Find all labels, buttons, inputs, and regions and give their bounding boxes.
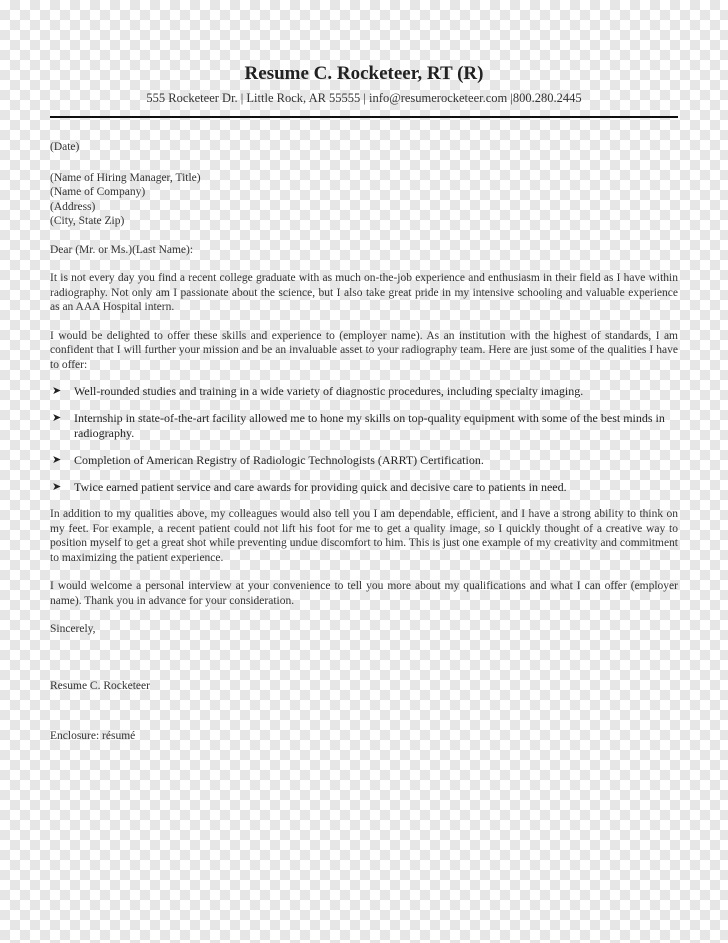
recipient-line: (Name of Hiring Manager, Title) xyxy=(50,171,201,184)
header-divider xyxy=(50,116,678,118)
contact-line: 555 Rocketeer Dr. | Little Rock, AR 55555 | info@resumerocketeer.com |800.280.2445 xyxy=(146,91,582,105)
list-item xyxy=(50,411,678,441)
quality-text: Completion of American Registry of Radiologic Technologists (ARRT) Certification. xyxy=(74,453,484,467)
qualities-list xyxy=(50,384,678,495)
paragraph-intro: It is not every day you find a recent college graduate with as much on-the-job experience and enthusiasm in their field as I have within radiography. Not only am I passionate about the science, but I also take great pride in my intensive schooling and valuable experience as an AAA Hospital intern. xyxy=(50,272,678,313)
enclosure-note: Enclosure: résumé xyxy=(50,730,136,742)
recipient-line: (City, State Zip) xyxy=(50,215,125,227)
closing: Sincerely, xyxy=(50,623,96,635)
letter-date: (Date) xyxy=(50,141,80,153)
quality-text: Well-rounded studies and training in a wide variety of diagnostic procedures, including specialty imaging. xyxy=(74,384,584,398)
applicant-name: Resume C. Rocketeer, RT (R) xyxy=(244,63,484,84)
list-item xyxy=(50,480,678,495)
recipient-line: (Address) xyxy=(50,200,96,213)
quality-text: Internship in state-of-the-art facility allowed me to hone my skills on top-quality equipment with some of the best minds in radiography. xyxy=(74,411,665,440)
list-item xyxy=(50,453,678,468)
recipient-address xyxy=(50,171,678,229)
arrowhead-bullet-icon: ➤ xyxy=(52,385,62,397)
salutation: Dear (Mr. or Ms.)(Last Name): xyxy=(50,243,194,256)
arrowhead-bullet-icon: ➤ xyxy=(52,454,62,466)
signature-name: Resume C. Rocketeer xyxy=(50,679,150,692)
arrowhead-bullet-icon: ➤ xyxy=(52,412,62,424)
paragraph-colleagues: In addition to my qualities above, my colleagues would also tell you I am dependable, efficient, and I have a strong ability to think on my feet. For example, a recent patient could not lift his foot for me to get a quality image, so I quickly thought of a creative way to position myself to get a great shot while preventing undue discomfort to him. This is just one example of my creativity and commitment to maximizing the patient experience. xyxy=(50,508,678,564)
paragraph-offer: I would be delighted to offer these skills and experience to (employer name). As an institution with the highest of standards, I am confident that I will further your mission and be an invaluable asset to your radiography team. Here are just some of the qualities I have to offer: xyxy=(50,329,678,371)
recipient-line: (Name of Company) xyxy=(50,186,146,198)
list-item xyxy=(50,384,678,399)
quality-text: Twice earned patient service and care awards for providing quick and decisive care to patients in need. xyxy=(74,480,567,494)
arrowhead-bullet-icon: ➤ xyxy=(52,481,62,493)
paragraph-interview: I would welcome a personal interview at your convenience to tell you more about my qualifications and what I can offer (employer name). Thank you in advance for your consideration. xyxy=(50,580,678,607)
